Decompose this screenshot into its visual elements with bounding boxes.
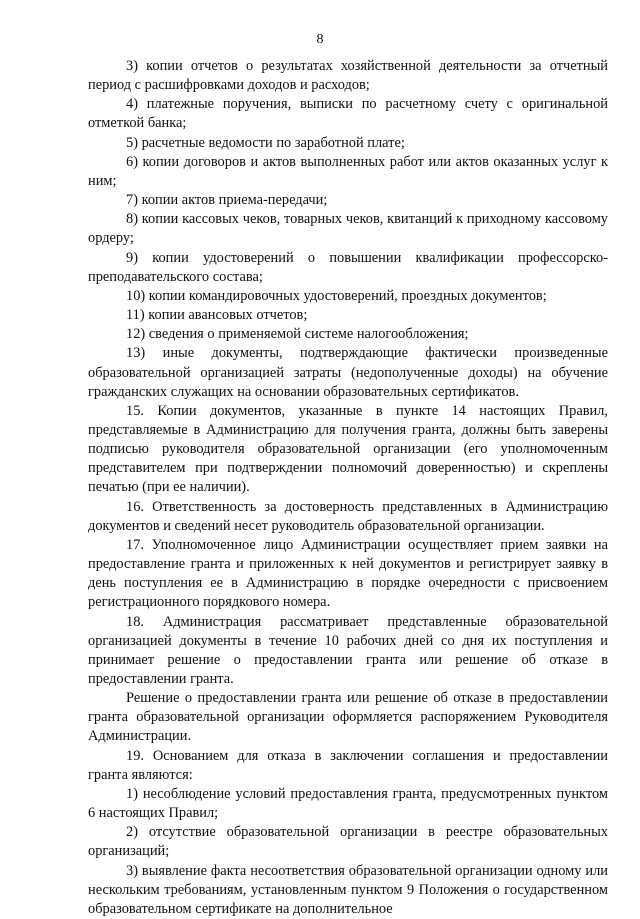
list-item-8-receipts: 8) копии кассовых чеков, товарных чеков, квитанций к приходному кассовому ордеру; <box>88 211 608 247</box>
list-item-12-tax-system: 12) сведения о применяемой системе налогообложения; <box>126 326 469 343</box>
list-item-4-payment-orders: 4) платежные поручения, выписки по расчетному счету с оригинальной отметкой банка; <box>88 96 608 132</box>
clause-15: 15. Копии документов, указанные в пункте 14 настоящих Правил, представляемые в Администрацию для получения гранта, должны быть заверены подписью руководителя образовательной организации (его уполномоченным представителем при подтверждении полномочий доверенностью) и скреплены печатью (при ее наличии). <box>88 402 608 496</box>
document-body <box>88 57 608 919</box>
clause-19-item-3: 3) выявление факта несоответствия образовательной организации одному или нескольким требованиям, установленным пунктом 9 Положения о государственном образовательном сертификате на дополнительное <box>88 862 608 917</box>
page-number: 8 <box>316 32 324 47</box>
clause-18: 18. Администрация рассматривает представленные образовательной организацией документы в течение 10 рабочих дней со дня их поступления и принимает решение о предоставлении гранта или решение об отказе в предоставлении гранта. <box>88 613 608 687</box>
list-item-5-payroll: 5) расчетные ведомости по заработной плате; <box>126 134 405 151</box>
list-item-9-certificates: 9) копии удостоверений о повышении квалификации профессорско-преподавательского состава; <box>88 249 608 285</box>
clause-19: 19. Основанием для отказа в заключении соглашения и предоставлении гранта являются: <box>88 747 608 783</box>
clause-17: 17. Уполномоченное лицо Администрации осуществляет прием заявки на предоставление гранта и приложенных к ней документов и регистрирует заявку в день поступления ее в Администрацию в порядке очередности с присвоением регистрационного порядкового номера. <box>88 536 608 611</box>
clause-19-item-1: 1) несоблюдение условий предоставления гранта, предусмотренных пунктом 6 настоящих Правил; <box>88 785 608 822</box>
clause-18-decision: Решение о предоставлении гранта или решение об отказе в предоставлении гранта образовательной организации оформляется распоряжением Руководителя Администрации. <box>88 690 608 745</box>
clause-16: 16. Ответственность за достоверность представленных в Администрацию документов и сведений несет руководитель образовательной организации. <box>88 498 608 534</box>
list-item-3-reports: 3) копии отчетов о результатах хозяйственной деятельности за отчетный период с расшифровками доходов и расходов; <box>88 58 608 94</box>
clause-19-item-2: 2) отсутствие образовательной организации в реестре образовательных организаций; <box>88 824 608 860</box>
list-item-13-other-documents: 13) иные документы, подтверждающие фактически произведенные образовательной организацией затраты (недополученные доходы) на обучение гражданских служащих на основании образовательных сертификатов. <box>88 345 608 400</box>
list-item-6-contracts: 6) копии договоров и актов выполненных работ или актов оказанных услуг к ним; <box>88 153 608 189</box>
list-item-11-advance-reports: 11) копии авансовых отчетов; <box>126 307 308 324</box>
list-item-7-acceptance-acts: 7) копии актов приема-передачи; <box>126 192 328 209</box>
list-item-10-travel-documents: 10) копии командировочных удостоверений, проездных документов; <box>126 287 547 304</box>
